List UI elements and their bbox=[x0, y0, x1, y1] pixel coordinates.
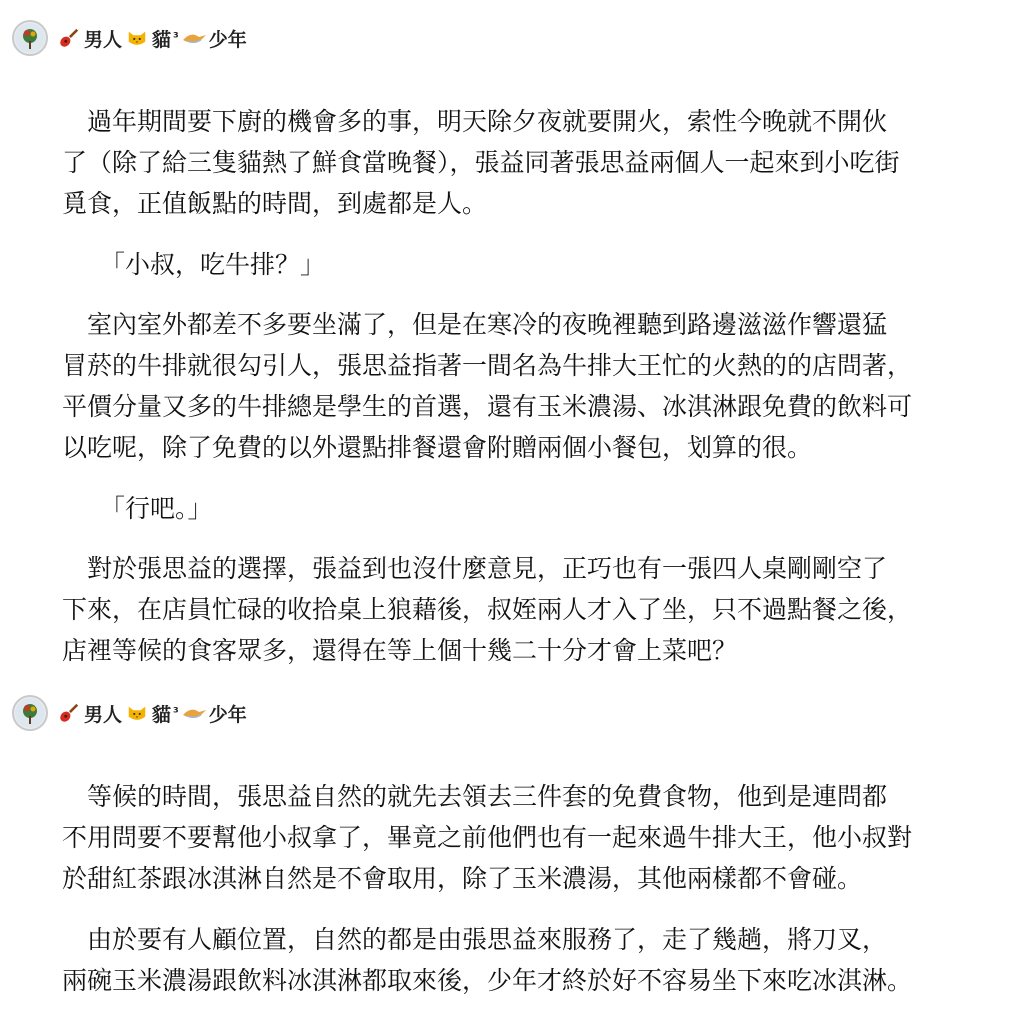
text-line: 以吃呢，除了免費的以外還點排餐還會附贈兩個小餐包，划算的很。 bbox=[62, 433, 813, 462]
author-name-part1: 男人 bbox=[84, 703, 123, 726]
text-line: 由於要有人顧位置，自然的都是由張思益來服務了，走了幾趟，將刀叉， bbox=[62, 925, 888, 954]
text-line: 於甜紅茶跟冰淇淋自然是不會取用，除了玉米濃湯，其他兩樣都不會碰。 bbox=[62, 864, 863, 893]
guitar-icon bbox=[58, 702, 80, 724]
author-name-part1: 男人 bbox=[84, 28, 123, 51]
avatar[interactable] bbox=[12, 695, 48, 731]
text-line: 了（除了給三隻貓熱了鮮食當晚餐），張益同著張思益兩個人一起來到小吃街 bbox=[62, 148, 900, 177]
post-header bbox=[12, 693, 247, 733]
bird-icon bbox=[181, 704, 207, 722]
cat-icon bbox=[126, 702, 148, 724]
text-line: 對於張思益的選擇，張益到也沒什麼意見，正巧也有一張四人桌剛剛空了 bbox=[62, 554, 888, 583]
text-line: 「行吧。」 bbox=[100, 494, 213, 523]
text-line: 過年期間要下廚的機會多的事，明天除夕夜就要開火，索性今晚就不開伙 bbox=[62, 107, 888, 136]
text-line: 覓食，正值飯點的時間，到處都是人。 bbox=[62, 189, 488, 218]
text-line: 兩碗玉米濃湯跟飲料冰淇淋都取來後，少年才終於好不容易坐下來吃冰淇淋。 bbox=[62, 966, 913, 995]
text-line: 店裡等候的食客眾多，還得在等上個十幾二十分才會上菜吧？ bbox=[62, 636, 738, 665]
author-name[interactable] bbox=[58, 700, 247, 727]
avatar-image bbox=[14, 697, 46, 729]
paragraph-5 bbox=[62, 919, 1002, 1001]
text-line: 等候的時間，張思益自然的就先去領去三件套的免費食物，他到是連問都 bbox=[62, 782, 888, 811]
paragraph-4 bbox=[62, 776, 1002, 899]
text-line: 平價分量又多的牛排總是學生的首選，還有玉米濃湯、冰淇淋跟免費的飲料可 bbox=[62, 392, 913, 421]
text-line: 室內室外都差不多要坐滿了，但是在寒冷的夜晚裡聽到路邊滋滋作響還猛 bbox=[62, 310, 888, 339]
author-superscript: ³ bbox=[173, 30, 179, 46]
text-line: 「小叔，吃牛排？」 bbox=[100, 250, 326, 279]
text-line: 冒菸的牛排就很勾引人，張思益指著一間名為牛排大王忙的火熱的的店問著， bbox=[62, 351, 913, 380]
text-line: 不用問要不要幫他小叔拿了，畢竟之前他們也有一起來過牛排大王，他小叔對 bbox=[62, 823, 913, 852]
text-line: 下來，在店員忙碌的收拾桌上狼藉後，叔姪兩人才入了坐，只不過點餐之後， bbox=[62, 595, 913, 624]
author-name-part3: 少年 bbox=[208, 703, 247, 726]
author-name-part3: 少年 bbox=[208, 28, 247, 51]
author-name-part2: 貓 bbox=[152, 28, 172, 51]
author-superscript: ³ bbox=[173, 705, 179, 721]
author-name-part2: 貓 bbox=[152, 703, 172, 726]
